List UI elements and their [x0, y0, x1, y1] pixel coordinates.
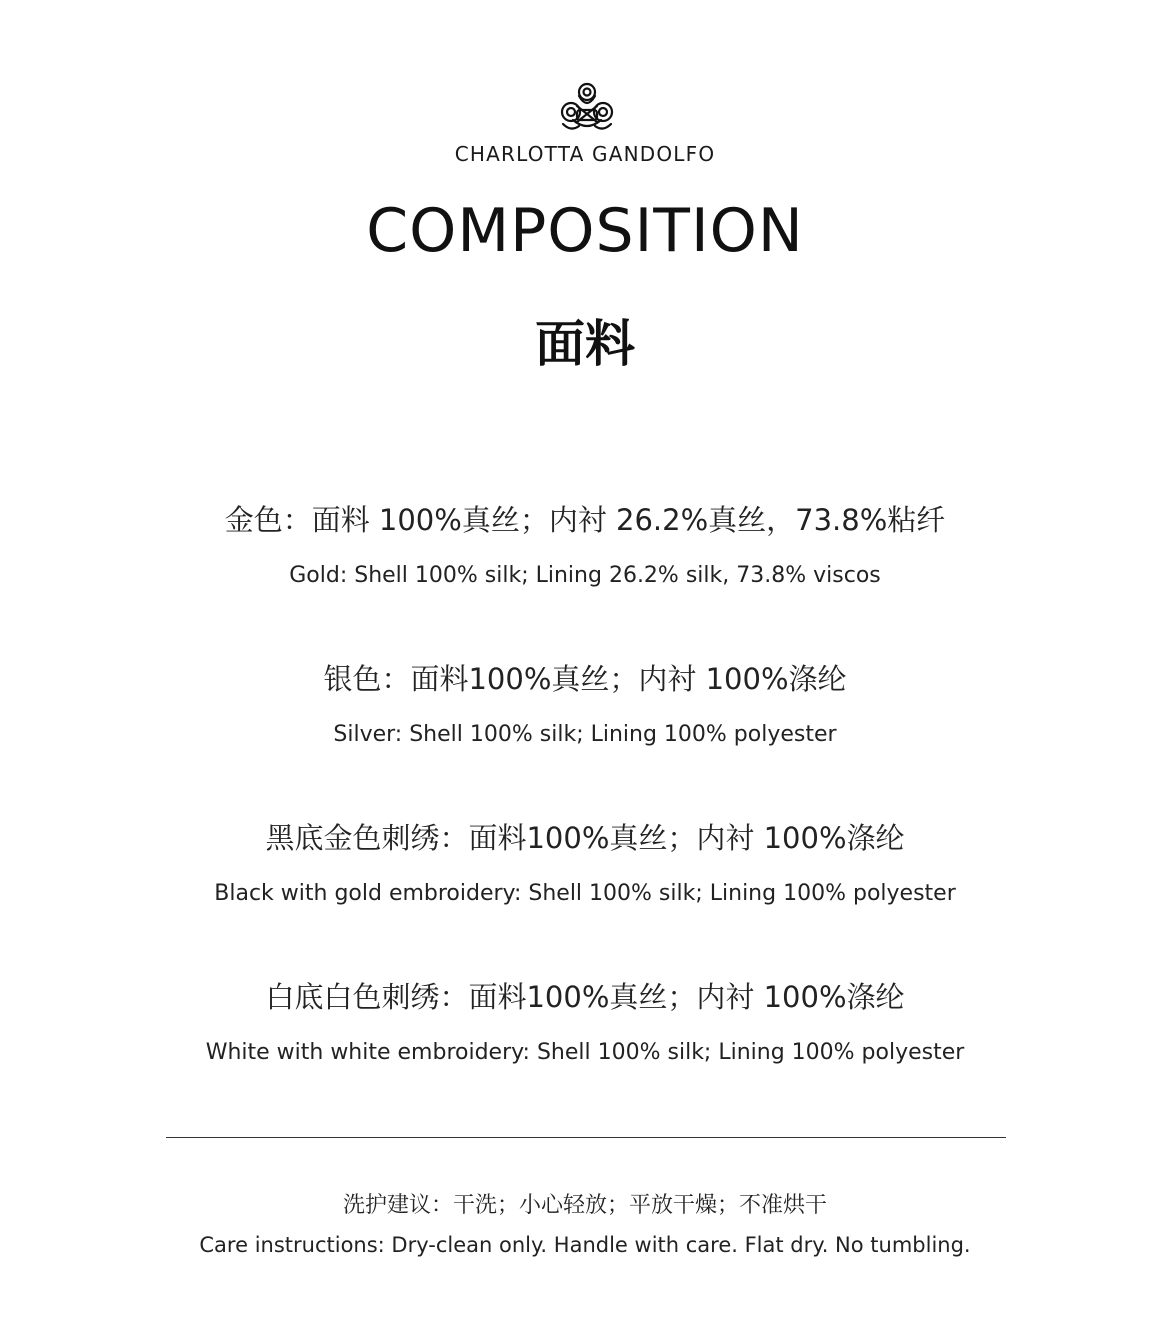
composition-black-gold-zh: 黑底金色刺绣：面料100%真丝；内衬 100%涤纶: [265, 821, 905, 855]
page-title-zh: 面料: [535, 315, 635, 373]
composition-silver-en: Silver: Shell 100% silk; Lining 100% polyester: [333, 722, 837, 747]
composition-gold-en: Gold: Shell 100% silk; Lining 26.2% silk, 73.8% viscos: [289, 563, 881, 588]
composition-white-white-zh: 白底白色刺绣：面料100%真丝；内衬 100%涤纶: [265, 980, 905, 1014]
composition-gold-zh: 金色：面料 100%真丝；内衬 26.2%真丝，73.8%粘纤: [224, 503, 946, 537]
care-instructions-zh: 洗护建议：干洗；小心轻放；平放干燥；不准烘干: [342, 1193, 827, 1218]
care-instructions-en: Care instructions: Dry-clean only. Handle with care. Flat dry. No tumbling.: [199, 1233, 971, 1257]
composition-white-white-en: White with white embroidery: Shell 100% silk; Lining 100% polyester: [205, 1040, 965, 1065]
divider: [166, 1137, 1006, 1138]
composition-silver-zh: 银色：面料100%真丝；内衬 100%涤纶: [323, 662, 847, 696]
knot-logo-icon: [555, 80, 619, 136]
composition-black-gold-en: Black with gold embroidery: Shell 100% silk; Lining 100% polyester: [214, 881, 956, 906]
brand-name: CHARLOTTA GANDOLFO: [454, 142, 716, 166]
page-title: COMPOSITION: [366, 196, 804, 266]
